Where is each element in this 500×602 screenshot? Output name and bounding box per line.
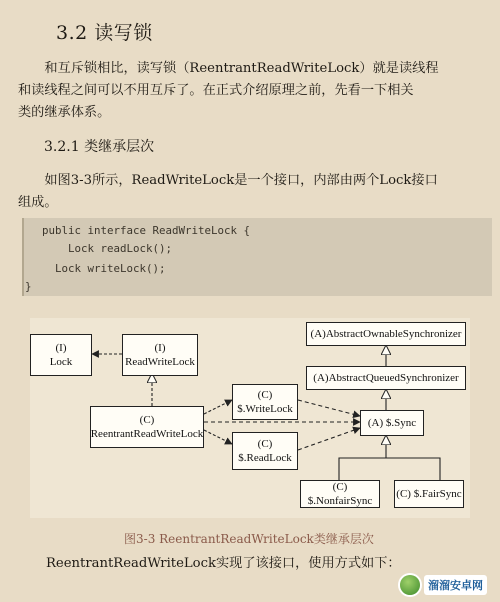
- readlock-name: $.ReadLock: [238, 452, 292, 464]
- nonfair-label: (C) $.NonfairSync: [307, 481, 373, 507]
- subsection-title: 3.2.1 类继承层次: [44, 139, 155, 155]
- class-hierarchy-diagram: [30, 318, 470, 518]
- fair-label: (C) $.FairSync: [396, 488, 462, 500]
- intro-line: 和读线程之间可以不用互斥了。在正式介绍原理之前，先看一下相关: [18, 83, 414, 98]
- reentrant-to-readlock: [204, 430, 232, 444]
- code-line: public interface ReadWriteLock {: [42, 224, 251, 237]
- writelock-name: $.WriteLock: [237, 403, 293, 415]
- readwritelock-name: ReadWriteLock: [125, 356, 195, 368]
- section-title: 3.2 读写锁: [56, 22, 153, 44]
- footer-text: ReentrantReadWriteLock实现了该接口，使用方式如下：: [46, 556, 401, 571]
- readlock-class-box: [232, 432, 298, 470]
- subsection-line: 组成。: [18, 195, 58, 210]
- intro-line: 和互斥锁相比，读写锁（ReentrantReadWriteLock）就是读线程: [18, 61, 439, 76]
- writelock-to-sync: [298, 400, 360, 416]
- reentrant-name: ReentrantReadWriteLock: [90, 428, 204, 440]
- readwritelock-kind: (I): [154, 342, 166, 354]
- lock-kind: (I): [55, 342, 67, 354]
- leaf-icon: [400, 575, 420, 595]
- aqs-label: (A)AbstractQueuedSynchronizer: [313, 372, 459, 384]
- readlock-kind: (C): [257, 438, 273, 450]
- sync-class-box: [360, 410, 424, 436]
- reentrantreadwritelock-class-box: [90, 406, 204, 448]
- code-line: Lock writeLock();: [42, 262, 166, 275]
- abstractqueuedsynchronizer-box: [306, 366, 466, 390]
- lock-interface-box: [30, 334, 92, 376]
- intro-line: 类的继承体系。: [18, 105, 111, 120]
- code-block: [22, 218, 492, 296]
- aos-label: (A)AbstractOwnableSynchronizer: [310, 328, 462, 340]
- writelock-class-box: [232, 384, 298, 420]
- code-line: }: [25, 280, 32, 293]
- code-line: Lock readLock();: [42, 242, 173, 255]
- sync-label: (A) $.Sync: [367, 417, 417, 429]
- figure-caption: 图3-3 ReentrantReadWriteLock类继承层次: [124, 532, 374, 546]
- watermark-logo: [400, 572, 496, 598]
- readlock-to-sync: [298, 428, 360, 450]
- reentrant-to-writelock: [204, 400, 232, 414]
- subclasses-to-sync: [339, 458, 440, 480]
- subsection-line: 如图3-3所示，ReadWriteLock是一个接口，内部由两个Lock接口: [18, 173, 438, 188]
- reentrant-kind: (C): [139, 414, 155, 426]
- abstractownablesynchronizer-box: [306, 322, 466, 346]
- writelock-kind: (C): [257, 389, 273, 401]
- readwritelock-interface-box: [122, 334, 198, 376]
- watermark-name: 溜溜安卓网: [424, 575, 487, 595]
- fairsync-class-box: [394, 480, 464, 508]
- lock-name: Lock: [49, 356, 73, 368]
- nonfairsync-class-box: [300, 480, 380, 508]
